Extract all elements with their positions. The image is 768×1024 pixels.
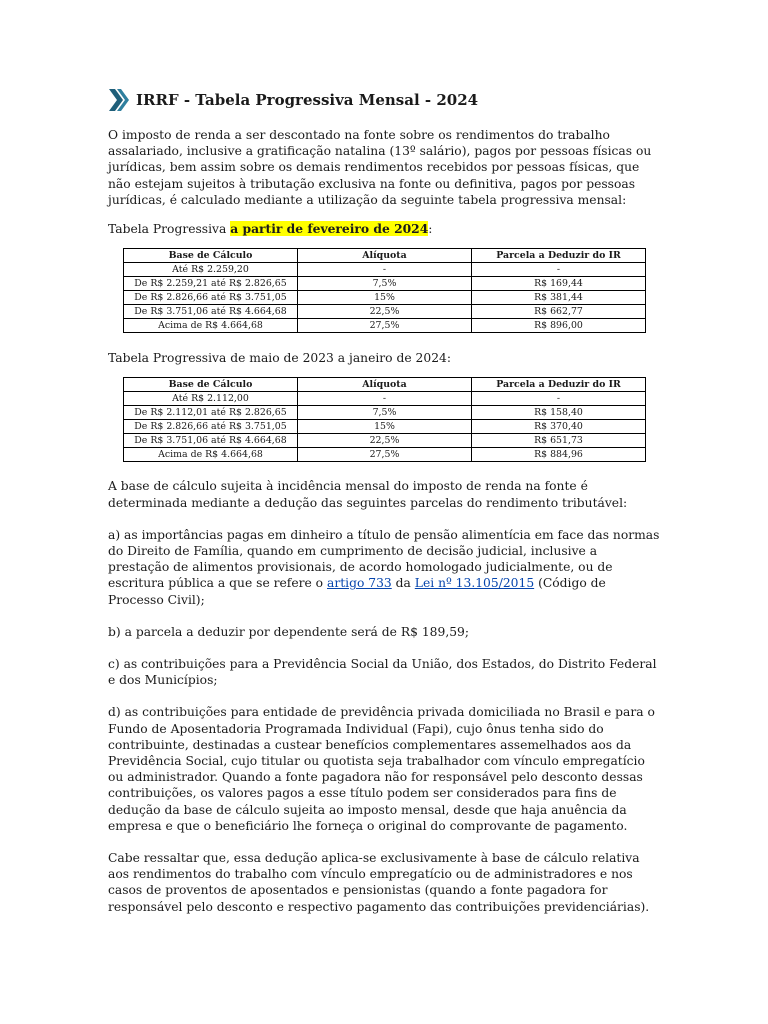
col-header-base: Base de Cálculo [124,378,298,392]
col-header-aliquota: Alíquota [298,249,472,263]
table1-caption [108,221,660,237]
table2-caption: Tabela Progressiva de maio de 2023 a janeiro de 2024: [108,351,451,366]
cell-base: De R$ 2.826,66 até R$ 3.751,05 [124,420,298,434]
cell-aliquota: 27,5% [298,319,472,333]
col-header-parcela: Parcela a Deduzir do IR [472,378,646,392]
cell-parcela: R$ 370,40 [472,420,646,434]
cell-parcela: R$ 651,73 [472,434,646,448]
paragraph-d: d) as contribuições para entidade de previdência privada domiciliada no Brasil e para o Fundo de Aposentadoria Programada Individual (Fapi), cujo ônus tenha sido do contribuinte, destinadas a custear benefícios complementares assemelhados aos da Previdência Social, cujo titular ou quotista seja trabalhador com vínculo empregatício ou administrador. Quando a fonte pagadora não for responsável pelo desconto dessas contribuições, os valores pagos a esse título podem ser considerados para fins de dedução da base de cálculo sujeita ao imposto mensal, desde que haja anuência da empresa e que o beneficiário lhe forneça o original do comprovante de pagamento. [108,705,655,833]
lei-13105-link[interactable]: Lei nº 13.105/2015 [414,576,535,591]
tax-table-2023 [123,377,646,462]
cell-base: Até R$ 2.112,00 [124,392,298,406]
cell-parcela: - [472,263,646,277]
table-row [124,392,646,406]
tax-table-2024 [123,248,646,333]
cell-parcela: R$ 884,96 [472,448,646,462]
cell-aliquota: 15% [298,291,472,305]
col-header-parcela: Parcela a Deduzir do IR [472,249,646,263]
title-row [108,86,660,114]
cell-aliquota: 22,5% [298,434,472,448]
cell-aliquota: 22,5% [298,305,472,319]
table-row [124,434,646,448]
cell-aliquota: - [298,263,472,277]
cell-base: Acima de R$ 4.664,68 [124,319,298,333]
paragraph-a-between: da [391,576,415,591]
cell-aliquota: 15% [298,420,472,434]
table-row [124,305,646,319]
cell-parcela: R$ 381,44 [472,291,646,305]
table-row [124,420,646,434]
col-header-base: Base de Cálculo [124,249,298,263]
col-header-aliquota: Alíquota [298,378,472,392]
table1-caption-highlight: a partir de fevereiro de 2024 [230,221,429,237]
paragraph-a-text: a) as importâncias pagas em dinheiro a título de pensão alimentícia em face das normas do Direito de Família, quando em cumprimento de decisão judicial, inclusive a prestação de alimentos provisionais, de acordo homologado judicialmente, ou de escritura pública a que se refere o [108,527,660,591]
cell-aliquota: - [298,392,472,406]
paragraph-a [108,527,660,608]
intro-paragraph: O imposto de renda a ser descontado na fonte sobre os rendimentos do trabalho assalariado, inclusive a gratificação natalina (13º salário), pagos por pessoas físicas ou jurídicas, bem assim sobre os demais rendimentos recebidos por pessoas físicas, que não estejam sujeitos à tributação exclusiva na fonte ou definitiva, pagos por pessoas jurídicas, é calculado mediante a utilização da seguinte tabela progressiva mensal: [108,128,652,207]
table-row [124,319,646,333]
cell-parcela: - [472,392,646,406]
cell-parcela: R$ 662,77 [472,305,646,319]
base-calculo-paragraph: A base de cálculo sujeita à incidência mensal do imposto de renda na fonte é determinada mediante a dedução das seguintes parcelas do rendimento tributável: [108,479,628,510]
cell-aliquota: 7,5% [298,406,472,420]
cell-base: Acima de R$ 4.664,68 [124,448,298,462]
table-header-row [124,249,646,263]
paragraph-b: b) a parcela a deduzir por dependente será de R$ 189,59; [108,624,470,639]
paragraph-a-tail: (Código de Processo Civil); [108,576,606,607]
double-chevron-right-icon [106,87,132,113]
table-row [124,263,646,277]
cell-parcela: R$ 158,40 [472,406,646,420]
table-row [124,406,646,420]
page-title: IRRF - Tabela Progressiva Mensal - 2024 [136,91,479,109]
cell-aliquota: 7,5% [298,277,472,291]
table-row [124,291,646,305]
cell-base: De R$ 2.826,66 até R$ 3.751,05 [124,291,298,305]
table1-caption-prefix: Tabela Progressiva [108,222,231,237]
cell-base: De R$ 2.112,01 até R$ 2.826,65 [124,406,298,420]
cell-base: De R$ 3.751,06 até R$ 4.664,68 [124,434,298,448]
cell-base: De R$ 2.259,21 até R$ 2.826,65 [124,277,298,291]
table-header-row [124,378,646,392]
artigo-733-link[interactable]: artigo 733 [327,576,392,591]
table-row [124,448,646,462]
cell-aliquota: 27,5% [298,448,472,462]
cell-parcela: R$ 169,44 [472,277,646,291]
cell-parcela: R$ 896,00 [472,319,646,333]
document-page [108,86,660,915]
cell-base: De R$ 3.751,06 até R$ 4.664,68 [124,305,298,319]
table-row [124,277,646,291]
note-paragraph: Cabe ressaltar que, essa dedução aplica-se exclusivamente à base de cálculo relativa aos rendimentos do trabalho com vínculo empregatício ou de administradores e nos casos de proventos de aposentados e pensionistas (quando a fonte pagadora for responsável pelo desconto e respectivo pagamento das contribuições previdenciárias). [108,851,650,914]
cell-base: Até R$ 2.259,20 [124,263,298,277]
table1-caption-suffix: : [428,222,433,237]
paragraph-c: c) as contribuições para a Previdência Social da União, dos Estados, do Distrito Federal e dos Municípios; [108,657,657,688]
